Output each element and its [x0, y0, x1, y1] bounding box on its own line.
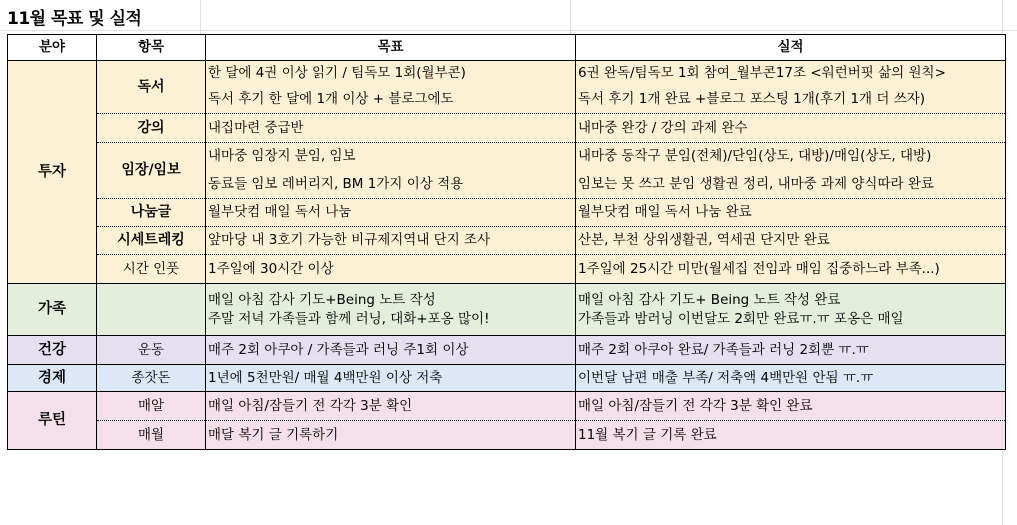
result-cell[interactable]: 산본, 부천 상위생활권, 역세권 단지만 완료	[576, 227, 1006, 255]
result-cell[interactable]: 이번달 남편 매출 부족/ 저축액 4백만원 안됨 ㅠ.ㅠ	[576, 365, 1006, 392]
header-goal[interactable]: 목표	[206, 35, 576, 61]
category-economy[interactable]: 경제	[8, 365, 97, 392]
header-row	[8, 35, 1006, 61]
table-row	[8, 199, 1006, 227]
table-row	[8, 284, 1006, 336]
item-simulation[interactable]: 시세트레킹	[97, 227, 206, 255]
table-row	[8, 61, 1006, 87]
table-row	[8, 336, 1006, 365]
goal-cell[interactable]: 매일 아침/잠들기 전 각각 3분 확인	[206, 392, 576, 421]
goal-cell[interactable]: 동료들 임보 레버리지, BM 1가지 이상 적용	[206, 170, 576, 199]
result-cell[interactable]: 매일 아침/잠들기 전 각각 3분 확인 완료	[576, 392, 1006, 421]
goal-line: 매일 아침 감사 기도+Being 노트 작성	[208, 292, 436, 308]
result-cell[interactable]: 매주 2회 아쿠아 완료/ 가족들과 러닝 2회뿐 ㅠ.ㅠ	[576, 336, 1006, 365]
goal-cell[interactable]: 앞마당 내 3호기 가능한 비규제지역내 단지 조사	[206, 227, 576, 255]
item-hours[interactable]: 시간 인풋	[97, 255, 206, 284]
goal-cell[interactable]: 월부닷컴 매일 독서 나눔	[206, 199, 576, 227]
goal-cell[interactable]: 독서 후기 한 달에 1개 이상 + 블로그에도	[206, 86, 576, 114]
result-cell[interactable]: 내마중 완강 / 강의 과제 완수	[576, 114, 1006, 143]
table-row	[8, 143, 1006, 171]
result-cell[interactable]: 임보는 못 쓰고 분임 생활권 정리, 내마중 과제 양식따라 완료	[576, 170, 1006, 199]
table-row	[8, 227, 1006, 255]
table-row	[8, 255, 1006, 284]
category-family[interactable]: 가족	[8, 284, 97, 336]
goal-cell[interactable]	[206, 284, 576, 336]
table-row	[8, 365, 1006, 392]
result-line: 가족들과 밤러닝 이번달도 2회만 완료ㅠ.ㅠ 포옹은 매일	[578, 311, 904, 327]
result-cell[interactable]: 6권 완독/팀독모 1회 참여_월부콘17조 <워런버핏 삶의 원칙>	[576, 61, 1006, 87]
item-share[interactable]: 나눔글	[97, 199, 206, 227]
item-lease[interactable]: 임장/임보	[97, 143, 206, 199]
result-cell[interactable]	[576, 284, 1006, 336]
item-exercise[interactable]: 운동	[97, 336, 206, 365]
result-line: 매일 아침 감사 기도+ Being 노트 작성 완료	[578, 292, 841, 308]
result-cell[interactable]: 내마중 동작구 분임(전체)/단임(상도, 대방)/매임(상도, 대방)	[576, 143, 1006, 171]
goal-cell[interactable]: 매주 2회 아쿠아 / 가족들과 러닝 주1회 이상	[206, 336, 576, 365]
item-monthly[interactable]: 매월	[97, 421, 206, 450]
goal-line: 주말 저녁 가족들과 함께 러닝, 대화+포옹 많이!	[208, 311, 490, 327]
category-health[interactable]: 건강	[8, 336, 97, 365]
item-lecture[interactable]: 강의	[97, 114, 206, 143]
table-row	[8, 114, 1006, 143]
item-daily[interactable]: 매알	[97, 392, 206, 421]
goal-cell[interactable]: 한 달에 4권 이상 읽기 / 팀독모 1회(월부콘)	[206, 61, 576, 87]
goal-cell[interactable]: 1주일에 30시간 이상	[206, 255, 576, 284]
goal-cell[interactable]: 1년에 5천만원/ 매월 4백만원 이상 저축	[206, 365, 576, 392]
result-cell[interactable]: 1주일에 25시간 미만(월세집 전임과 매임 집중하느라 부족...)	[576, 255, 1006, 284]
goals-table	[7, 34, 1006, 450]
goal-cell[interactable]: 내집마련 중급반	[206, 114, 576, 143]
header-item[interactable]: 항목	[97, 35, 206, 61]
goal-cell[interactable]: 내마중 임장지 분임, 임보	[206, 143, 576, 171]
item-family-empty[interactable]	[97, 284, 206, 336]
result-cell[interactable]: 월부닷컴 매일 독서 나눔 완료	[576, 199, 1006, 227]
item-seed[interactable]: 종잣돈	[97, 365, 206, 392]
header-category[interactable]: 분야	[8, 35, 97, 61]
table-row	[8, 392, 1006, 421]
category-routine[interactable]: 루틴	[8, 392, 97, 450]
header-result[interactable]: 실적	[576, 35, 1006, 61]
item-reading[interactable]: 독서	[97, 61, 206, 114]
result-cell[interactable]: 독서 후기 1개 완료 +블로그 포스팅 1개(후기 1개 더 쓰자)	[576, 86, 1006, 114]
sheet-title: 11월 목표 및 실적	[7, 9, 142, 29]
table-row	[8, 421, 1006, 450]
result-cell[interactable]: 11월 복기 글 기록 완료	[576, 421, 1006, 450]
goal-cell[interactable]: 매달 복기 글 기록하기	[206, 421, 576, 450]
category-invest[interactable]: 투자	[8, 61, 97, 284]
